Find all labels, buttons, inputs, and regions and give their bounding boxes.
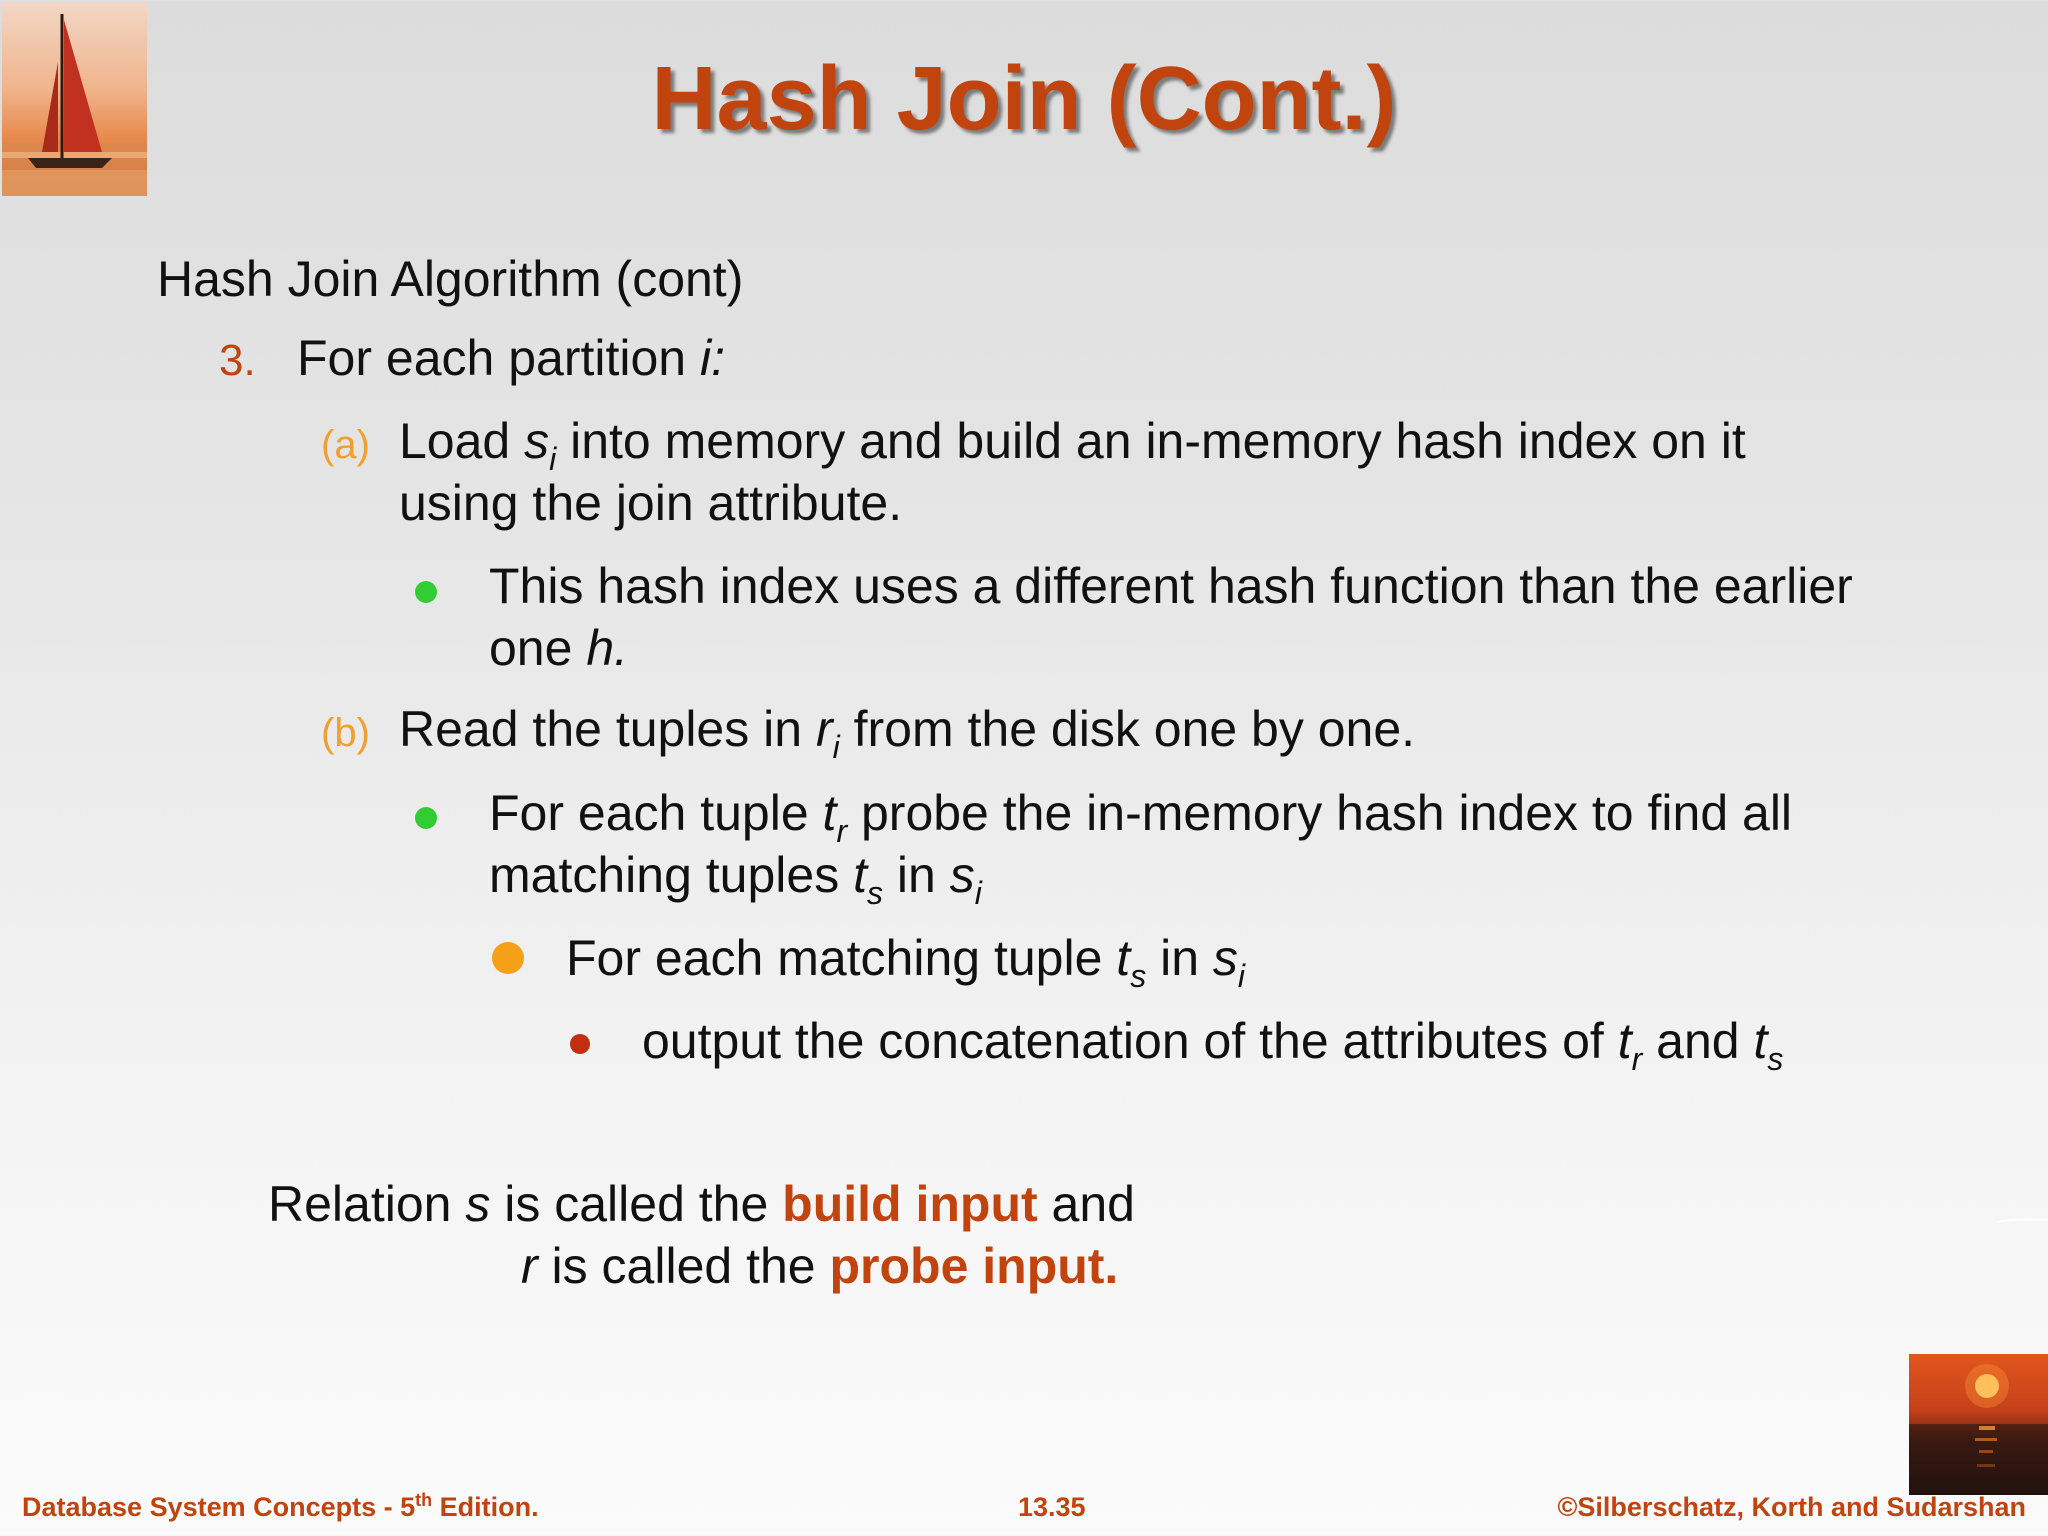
step-a-line-1: Load $s_i$ into memory and build an in-memory hash index on it — [399, 413, 1746, 477]
green-bullet-icon — [415, 807, 437, 829]
step-b-marker: (b) — [321, 711, 370, 755]
orange-bullet-icon — [492, 942, 524, 974]
green-bullet-icon — [415, 581, 437, 603]
bullet-b-line-1: For each tuple $t_r$ probe the in-memory hash index to find all — [489, 785, 1793, 849]
bullet-c-text: For each matching tuple $t_s$ in $s_i$ — [566, 930, 1246, 994]
bullet-a-line-2: one h. — [489, 620, 629, 676]
sunset-image — [1909, 1354, 2048, 1495]
red-bullet-icon — [570, 1034, 590, 1054]
step-3-text: For each partition i: — [297, 330, 725, 386]
step-a-line-2: using the join attribute. — [399, 475, 903, 531]
footer-left: Database System Concepts - 5th Edition. — [22, 1490, 539, 1522]
relation-line-1: Relation s is called the build input and — [268, 1176, 1135, 1232]
bullet-a-line-1: This hash index uses a different hash function than the earlier — [489, 558, 1853, 614]
decorative-swoosh — [1996, 1218, 2048, 1229]
slide-title: Hash Join (Cont.) — [651, 49, 1397, 149]
bullet-d-text: output the concatenation of the attributes of $t_r$ and $t_s$ — [642, 1013, 1784, 1077]
step-b-text: Read the tuples in $r_i$ from the disk one by one. — [399, 701, 1416, 765]
relation-line-2: r is called the probe input. — [521, 1238, 1119, 1294]
algorithm-heading: Hash Join Algorithm (cont) — [157, 251, 744, 307]
step-a-marker: (a) — [321, 423, 370, 467]
bullet-b-line-2: matching tuples $t_s$ in $s_i$ — [489, 847, 982, 911]
step-3-marker: 3. — [219, 336, 256, 385]
footer-copyright: ©Silberschatz, Korth and Sudarshan — [1557, 1492, 2026, 1522]
footer-page-number: 13.35 — [1018, 1492, 1086, 1522]
